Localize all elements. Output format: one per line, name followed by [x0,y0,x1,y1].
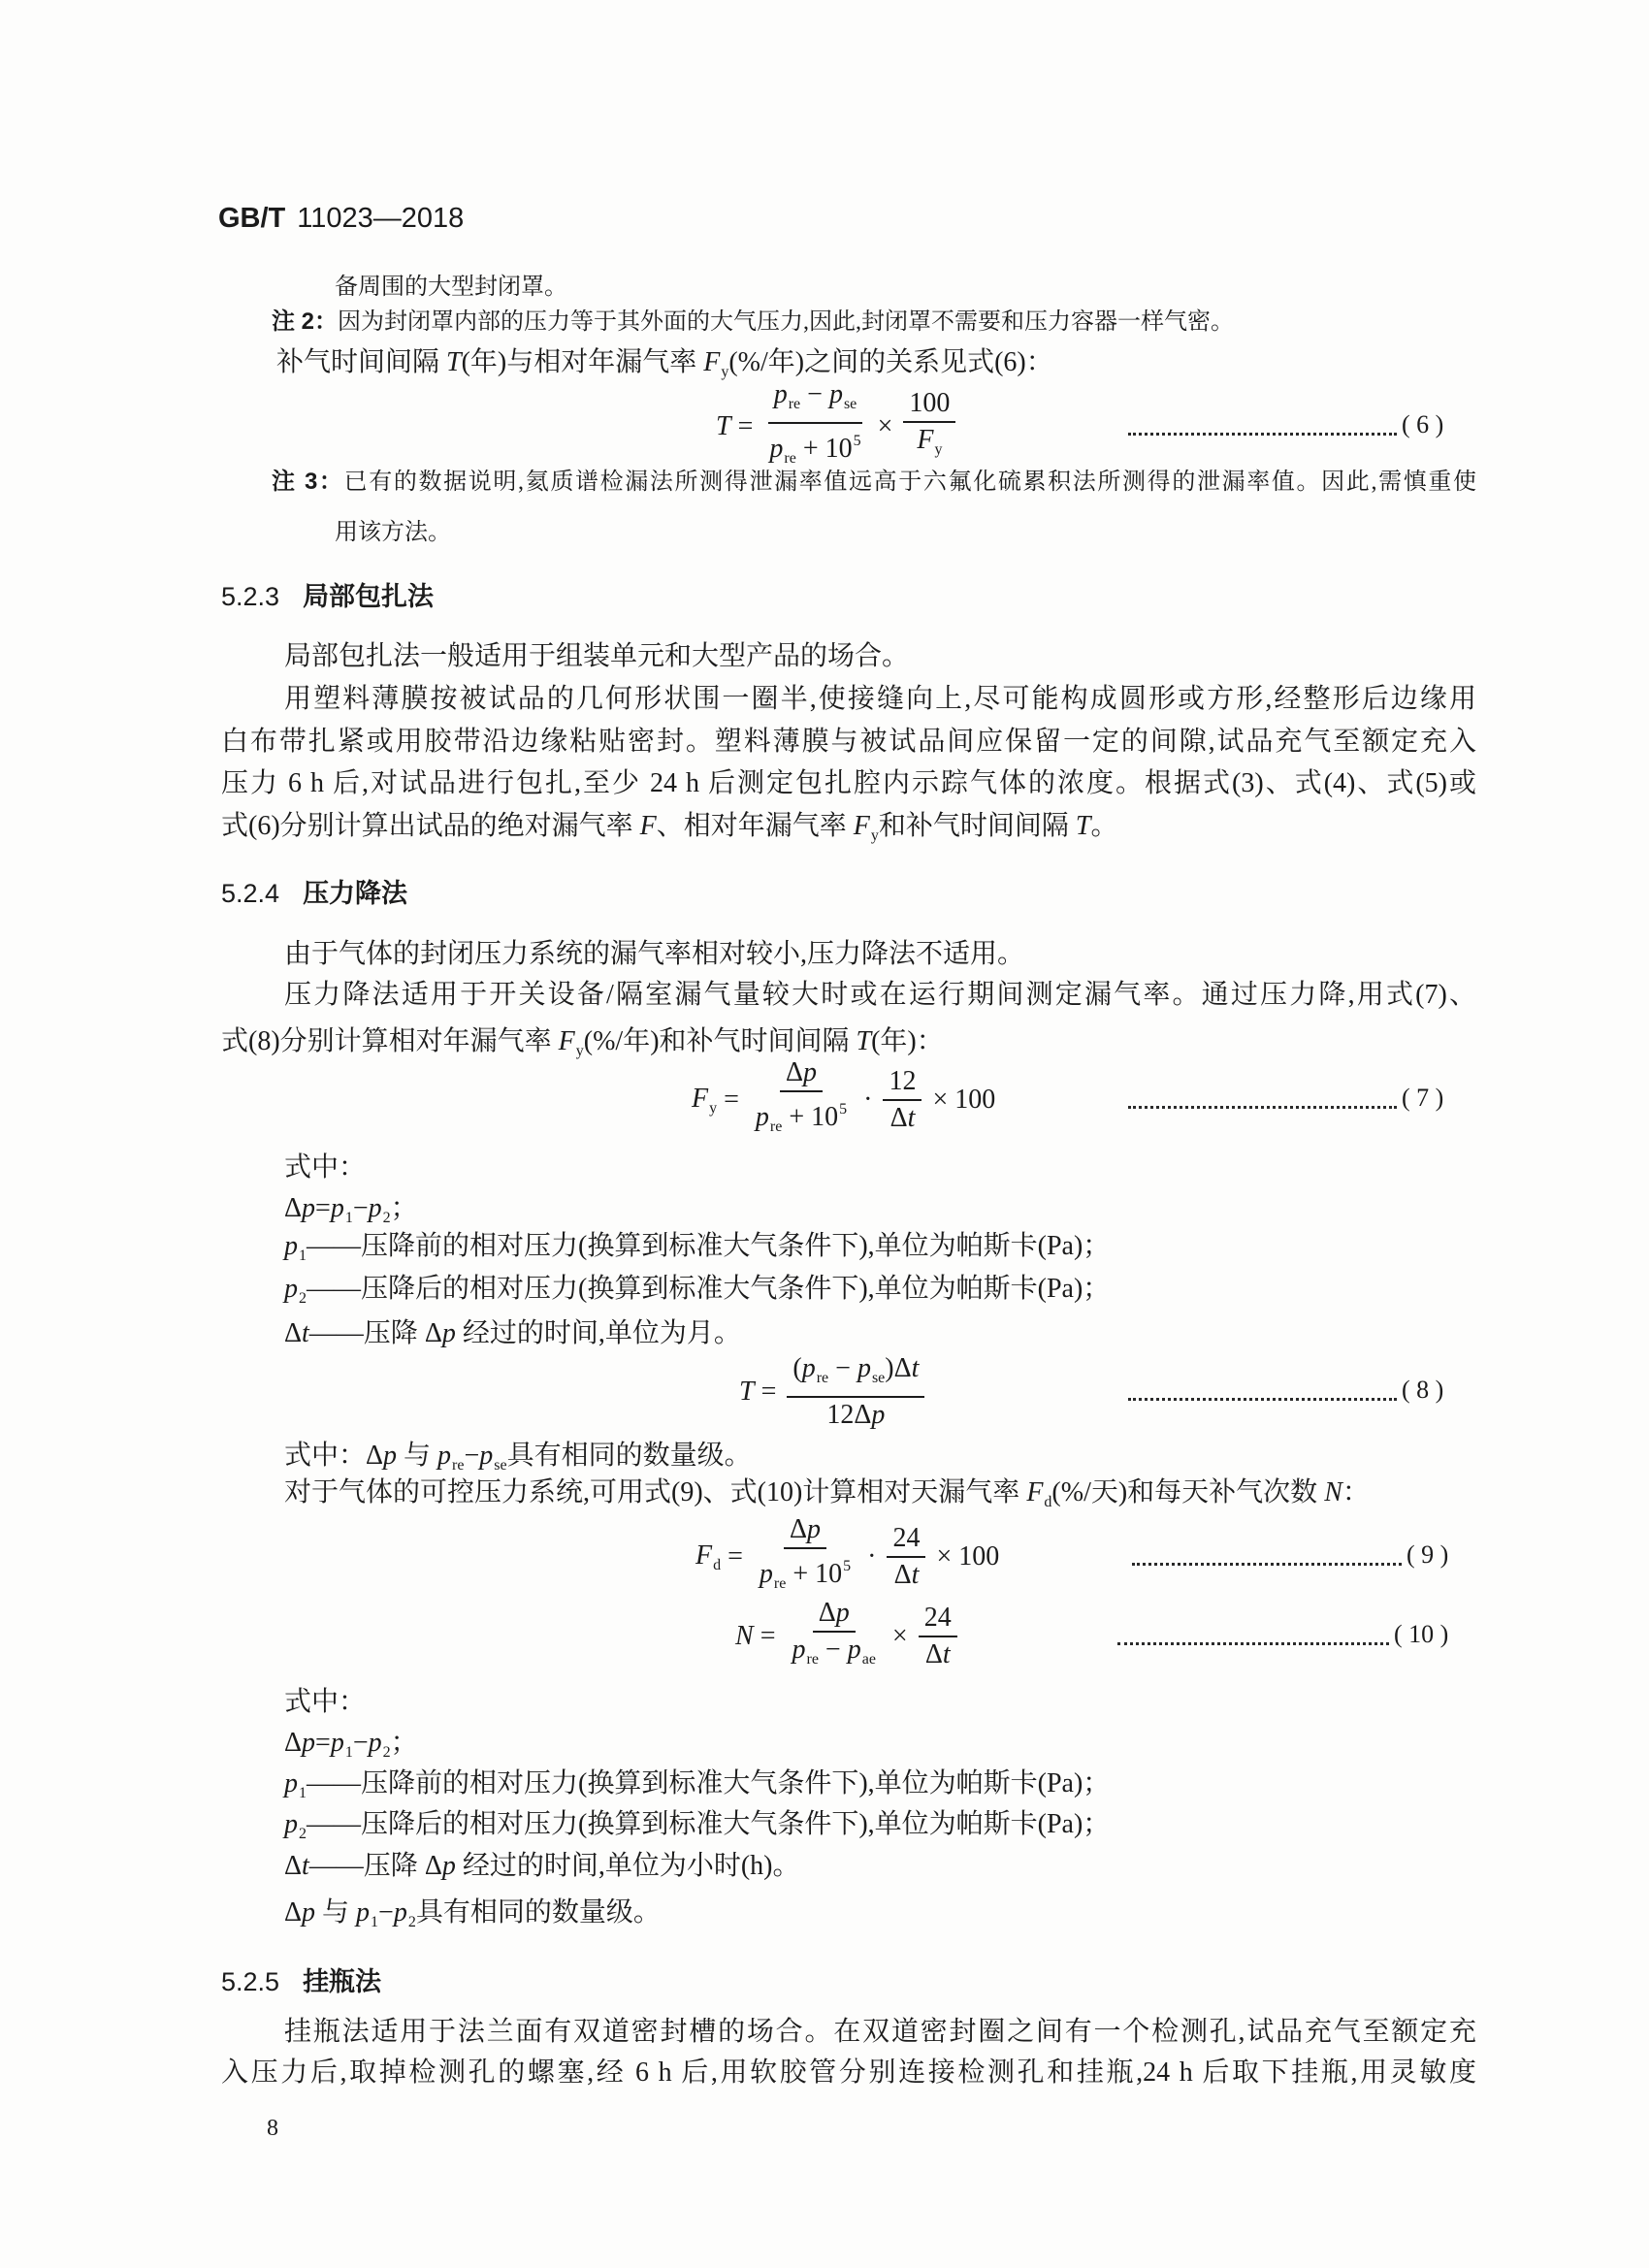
text-run: 式(8)分别计算相对年漏气率 [221,1026,559,1056]
subscript: y [721,364,729,380]
subscript: 2 [382,1210,391,1226]
equation-9 [695,1515,999,1599]
numerator [780,1058,823,1092]
variable: p [773,379,788,409]
variable: p [284,1809,298,1839]
text-run: (年)与相对年漏气率 [461,347,704,377]
equals-sign: = [728,1541,743,1571]
subscript: d [1044,1494,1052,1510]
subscript: 2 [299,1290,307,1307]
fraction [887,1524,925,1590]
superscript: 5 [839,1101,848,1118]
subscript: 2 [382,1744,391,1761]
variable: p [330,1193,344,1223]
variable: p [857,1353,871,1383]
variable: F [703,347,721,377]
page-number: 8 [267,2116,278,2141]
subscript: re [769,1118,783,1135]
text-run: 与 [397,1441,438,1471]
paragraph-line: 白布带扎紧或用胶带沿边缘粘贴密封。塑料薄膜与被试品间应保留一定的间隙,试品充气至额定充入 [221,727,1476,757]
delta: Δ [284,1728,303,1758]
delta: Δ [786,1057,804,1087]
text-run: ； [390,1728,418,1758]
variable: p [284,1274,298,1304]
eq-lhs [692,1084,717,1118]
definition-line [284,1896,661,1939]
variable: p [755,1102,769,1132]
subscript: 1 [299,1247,307,1264]
definition-line [284,1850,799,1883]
paragraph-line: 压力降法适用于开关设备/隔室漏气量较大时或在运行期间测定漏气率。通过压力降,用式(7)、 [284,980,1476,1010]
numerator: 24 [887,1524,925,1558]
number: 10 [824,434,853,464]
variable: p [368,1193,382,1223]
variable: F [558,1026,575,1056]
denominator [786,1633,881,1674]
numerator [768,380,863,424]
variable: p [393,1897,407,1928]
numerator [813,1599,856,1633]
subscript: y [709,1099,718,1117]
dot-leader [1128,1106,1397,1109]
section-heading-5-2-5 [221,1965,381,1998]
subscript: d [713,1556,722,1573]
subscript: re [773,1575,787,1592]
text-run: 和补气时间间隔 [878,811,1076,841]
denominator [885,1101,922,1133]
variable: F [695,1539,713,1571]
variable: F [1026,1477,1044,1507]
text-run: (年)： [871,1026,944,1056]
subscript: re [806,1651,819,1668]
denominator [920,1637,956,1669]
equation-8 [739,1354,928,1430]
equation-number: ( 6 ) [1402,410,1444,438]
number: 10 [811,1102,839,1132]
subscript: ae [861,1651,876,1668]
delta: Δ [284,1193,303,1223]
note-text: 已有的数据说明,氦质谱检漏法所测得泄漏率值远高于六氟化硫累积法所测得的泄漏率值。因此,需慎重使 [343,470,1477,495]
variable: p [828,379,843,409]
equation-number: ( 9 ) [1406,1540,1449,1569]
subscript: re [788,396,801,412]
variable: F [853,811,870,841]
fraction [787,1354,924,1430]
section-heading-5-2-4 [221,877,407,910]
numerator: 100 [903,389,955,423]
dot-leader [1117,1642,1389,1645]
paragraph-line [221,810,1118,853]
subscript: 1 [344,1744,353,1761]
equation-7 [692,1058,995,1142]
variable: p [302,1728,316,1758]
variable: t [911,1560,920,1590]
eq-lhs: N [735,1621,754,1651]
variable: F [692,1083,709,1114]
operator: − [464,1441,480,1471]
eq-lhs [695,1540,721,1574]
text-run: (%/年)和补气时间间隔 [583,1026,857,1056]
dot-leader [1128,433,1397,436]
denominator [754,1549,857,1599]
delta: Δ [284,1318,303,1348]
variable: T [856,1026,872,1056]
variable: F [639,811,657,841]
standard-code: GB/T [218,203,286,234]
operator: − [824,1635,841,1665]
subscript: re [816,1370,829,1386]
variable: t [302,1318,309,1348]
section-heading-5-2-3 [221,580,434,613]
text-run: (%/年)之间的关系见式(6)： [728,347,1053,377]
variable: F [917,425,934,455]
section-number: 5.2.5 [221,1967,280,1996]
paragraph-line: 挂瓶法适用于法兰面有双道密封槽的场合。在双道密封圈之间有一个检测孔,试品充气至额定充 [284,2017,1476,2047]
variable: t [942,1639,951,1669]
delta: Δ [889,1103,908,1133]
text-run: ——压降 [308,1851,425,1881]
equals-sign: = [760,1621,776,1651]
variable: p [302,1193,316,1223]
definition-line [284,1192,418,1235]
variable: p [803,1057,818,1087]
variable: p [871,1400,886,1430]
dot-operator: · [863,1085,873,1115]
text-run: 式中： [284,1441,367,1471]
variable: p [284,1231,298,1261]
paragraph-line [284,1476,1370,1519]
standard-number: 11023—2018 [297,203,465,234]
variable: T [446,347,462,377]
section-title: 压力降法 [303,879,408,908]
text-run: 补气时间间隔 [276,347,447,377]
variable: p [759,1559,773,1589]
subscript: se [843,396,857,412]
equals-sign: = [737,411,754,441]
delta: Δ [924,1639,943,1669]
operator: − [352,1193,369,1223]
text-run: 与 [315,1897,357,1928]
variable: p [835,1598,850,1628]
paren: ( [792,1353,802,1383]
denominator [889,1558,925,1590]
equation-6 [716,380,959,473]
dot-operator: · [867,1541,877,1571]
variable: p [801,1353,816,1383]
fraction [883,1067,922,1133]
subscript: y [870,827,879,844]
operator: − [352,1728,369,1758]
variable: p [807,1514,822,1544]
variable: p [792,1635,806,1665]
operator: = [315,1728,331,1758]
variable: p [330,1728,344,1758]
dot-leader [1132,1563,1402,1566]
section-title: 局部包扎法 [303,582,435,611]
fraction [786,1599,881,1674]
text-run: ——压降 [308,1318,425,1348]
paren: ) [885,1353,894,1383]
superscript: 5 [853,433,861,449]
paragraph-line: 压力 6 h 后,对试品进行包扎,至少 24 h 后测定包扎腔内示踪气体的浓度。根据式(3)、式(4)、式(5)或 [221,768,1476,798]
constant: 100 [954,1085,996,1115]
text-run: 经过的时间,单位为小时(h)。 [455,1851,800,1881]
subscript: 1 [344,1210,353,1226]
operator: − [378,1897,394,1928]
subscript: se [494,1457,507,1474]
text-run: ； [390,1193,418,1223]
text-run: 具有相同的数量级。 [415,1897,661,1928]
text-run: ——压降前的相对压力(换算到标准大气条件下),单位为帕斯卡(Pa)； [307,1768,1111,1798]
denominator [821,1398,890,1430]
subscript: 1 [371,1914,379,1930]
definition-line [284,1727,418,1769]
equals-sign: = [724,1085,739,1115]
definition-line [284,1767,1110,1810]
paragraph-line: 由于气体的封闭压力系统的漏气率相对较小,压力降法不适用。 [284,939,1025,969]
equation-10 [735,1599,961,1674]
text-run: 对于气体的可控压力系统,可用式(9)、式(10)计算相对天漏气率 [284,1477,1027,1507]
section-number: 5.2.4 [221,879,280,908]
text-run: 经过的时间,单位为月。 [455,1318,741,1348]
definition-line [284,1230,1110,1273]
subscript: 2 [407,1914,416,1930]
subscript: re [452,1457,465,1474]
variable: p [479,1441,494,1471]
text-run: ——压降后的相对压力(换算到标准大气条件下),单位为帕斯卡(Pa)； [307,1274,1111,1304]
subscript: se [871,1370,886,1386]
numerator: 24 [919,1604,957,1637]
variable: p [769,434,784,464]
text-run: 式(6)分别计算出试品的绝对漏气率 [221,811,640,841]
fraction [903,389,955,465]
delta: Δ [424,1851,442,1881]
section-title: 挂瓶法 [303,1967,382,1996]
text-run: (%/天)和每天补气次数 [1051,1477,1325,1507]
variable: p [284,1768,298,1798]
delta: Δ [284,1897,303,1928]
text-run: ： [1342,1477,1370,1507]
text-run: ——压降后的相对压力(换算到标准大气条件下),单位为帕斯卡(Pa)； [307,1809,1111,1839]
variable: p [437,1441,452,1471]
delta: Δ [818,1598,836,1628]
fraction [919,1604,957,1669]
delta: Δ [854,1400,872,1430]
numerator: 12 [883,1067,922,1101]
fraction [763,380,866,473]
note-continuation: 备周围的大型封闭罩。 [335,275,567,300]
note-3-continuation: 用该方法。 [335,520,451,545]
delta: Δ [893,1560,912,1590]
operator: − [807,379,823,409]
variable: t [911,1353,920,1383]
operator: = [315,1193,331,1223]
times-sign: × [891,1621,908,1651]
section-number: 5.2.3 [221,582,280,611]
definition-line [284,1273,1110,1315]
operator: + [789,1102,805,1132]
delta: Δ [424,1318,442,1348]
paragraph-line: 用塑料薄膜按被试品的几何形状围一圈半,使接缝向上,尽可能构成圆形或方形,经整形后边缘用 [284,684,1476,714]
where-label: 式中： [284,1687,367,1717]
variable: p [441,1318,456,1348]
where-label: 式中： [284,1152,367,1183]
note-label: 注 3： [272,469,344,495]
text-run: 具有相同的数量级。 [506,1441,752,1471]
operator: + [792,1559,809,1589]
delta: Δ [893,1353,912,1383]
variable: p [302,1897,316,1928]
note-label: 注 2： [272,308,339,335]
subscript: y [575,1043,584,1059]
number: 12 [826,1400,855,1430]
denominator [911,423,948,465]
fraction [750,1058,853,1142]
text-run: ——压降前的相对压力(换算到标准大气条件下),单位为帕斯卡(Pa)； [307,1231,1111,1261]
operator: + [802,434,819,464]
superscript: 5 [843,1558,852,1574]
note-3 [272,468,1476,497]
definition-line [284,1317,741,1350]
times-sign: × [877,411,893,441]
constant: 100 [958,1541,1000,1571]
equation-number: ( 8 ) [1402,1376,1444,1404]
definition-line [284,1808,1110,1851]
subscript: 1 [299,1785,307,1801]
variable: p [847,1635,861,1665]
note-text: 因为封闭罩内部的压力等于其外面的大气压力,因此,封闭罩不需要和压力容器一样气密。 [338,309,1235,335]
denominator [763,424,866,473]
equals-sign: = [760,1377,777,1407]
dot-leader [1128,1398,1397,1401]
paragraph-line: 局部包扎法一般适用于组装单元和大型产品的场合。 [284,641,910,671]
variable: p [383,1441,398,1471]
subscript: y [934,441,943,458]
variable: p [368,1728,382,1758]
times-sign: × [936,1541,953,1571]
eq-lhs: T [716,411,731,441]
operator: − [835,1353,851,1383]
variable: t [302,1851,309,1881]
variable: N [1324,1477,1342,1507]
subscript: re [784,450,796,467]
delta: Δ [366,1441,384,1471]
equation-number: ( 10 ) [1394,1620,1449,1648]
delta: Δ [284,1851,303,1881]
number: 10 [815,1559,843,1589]
numerator [787,1354,924,1398]
variable: t [907,1103,916,1133]
variable: p [441,1851,456,1881]
delta: Δ [790,1514,808,1544]
times-sign: × [932,1085,949,1115]
equation-number: ( 7 ) [1402,1084,1444,1112]
note-2 [272,308,1234,337]
standard-header [218,202,464,235]
numerator [784,1515,826,1549]
fraction [754,1515,857,1599]
paragraph-line: 入压力后,取掉检测孔的螺塞,经 6 h 后,用软胶管分别连接检测孔和挂瓶,24 h 后取下挂瓶,用灵敏度 [221,2057,1476,2088]
subscript: 2 [299,1826,307,1842]
text-run: 。 [1090,811,1118,841]
variable: T [1075,811,1091,841]
variable: p [356,1897,371,1928]
eq-lhs: T [739,1377,755,1407]
denominator [750,1092,853,1142]
text-run: 、相对年漏气率 [656,811,854,841]
